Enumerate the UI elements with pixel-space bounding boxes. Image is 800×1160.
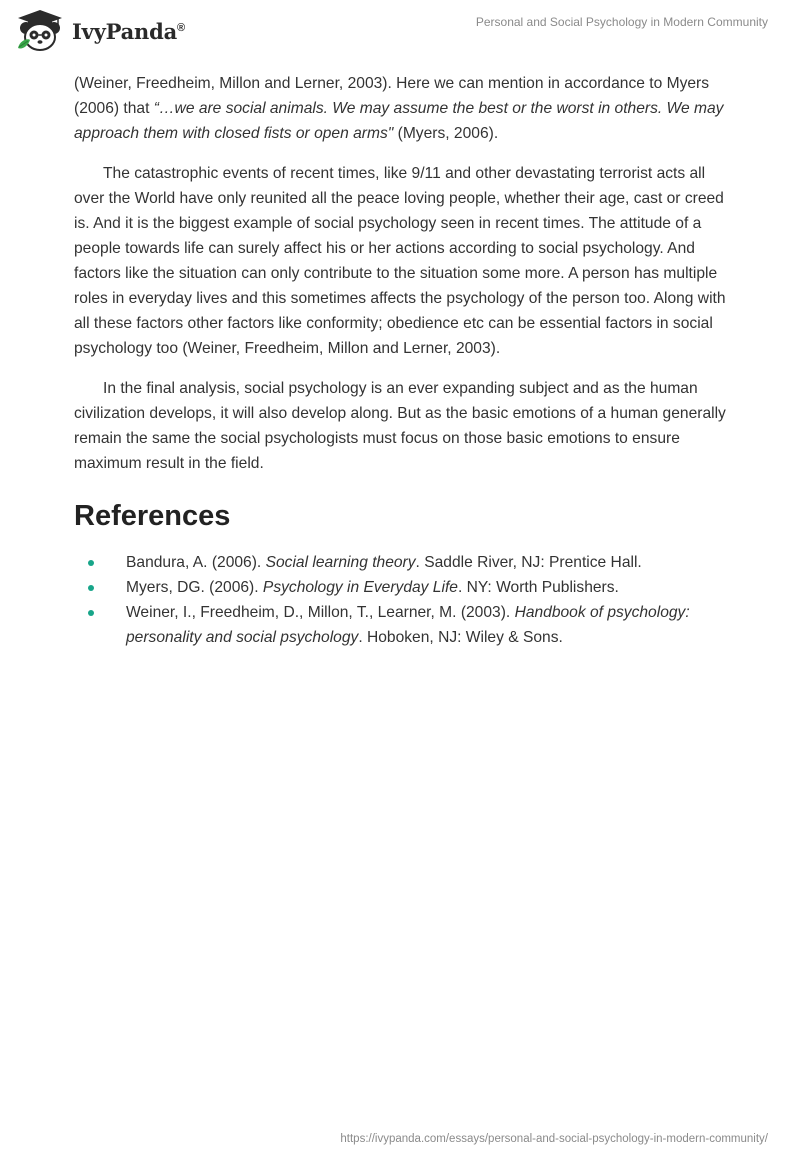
references-heading: References	[74, 500, 231, 532]
paragraph-1-lead: (Weiner, Freedheim, Millon and Lerner, 2003). Here we can mention in accordance to Myers (2006) that	[74, 75, 710, 117]
reference-title: Psychology in Everyday Life	[262, 579, 458, 596]
essay-body	[74, 71, 734, 650]
reference-author: Bandura, A. (2006).	[126, 554, 266, 571]
logo-text: IvyPanda®	[72, 18, 185, 44]
paragraph-3: In the final analysis, social psychology is an ever expanding subject and as the human civilization develops, it will also develop along. But as the basic emotions of a human generally remain the same the social psychologists must focus on those basic emotions to ensure maximum result in the field.	[74, 380, 726, 472]
bullet-icon	[88, 585, 94, 591]
paragraph-1	[74, 71, 734, 146]
reference-item	[74, 600, 734, 650]
bullet-icon	[88, 610, 94, 616]
reference-author: Myers, DG. (2006).	[126, 579, 263, 596]
reference-author: Weiner, I., Freedheim, D., Millon, T., Learner, M. (2003).	[126, 604, 515, 621]
page-header	[0, 0, 800, 66]
paragraph-2: The catastrophic events of recent times, like 9/11 and other devastating terrorist acts all over the World have only reunited all the peace loving people, whether their age, cast or creed is. And it is the biggest example of social psychology seen in recent times. The attitude of a people towards life can surely affect his or her actions according to social psychology. And factors like the situation can only contribute to the situation some more. A person has multiple roles in everyday lives and this sometimes affects the psychology of the person too. Along with all these factors other factors like conformity; obedience etc can be essential factors in social psychology too (Weiner, Freedheim, Millon and Lerner, 2003).	[74, 165, 726, 357]
reference-publisher: . Saddle River, NJ: Prentice Hall.	[415, 554, 642, 571]
reference-item	[74, 550, 734, 575]
myers-quote: “…we are social animals. We may assume the best or the worst in others. We may approach them with closed fists or open arms"	[74, 100, 724, 142]
reference-item	[74, 575, 734, 600]
panda-graduate-icon	[14, 8, 66, 54]
reference-title: Social learning theory	[265, 554, 416, 571]
reference-publisher: . NY: Worth Publishers.	[457, 579, 619, 596]
registered-mark: ®	[177, 21, 185, 34]
source-url-link[interactable]: https://ivypanda.com/essays/personal-and-social-psychology-in-modern-community/	[340, 1133, 768, 1145]
bullet-icon	[88, 560, 94, 566]
reference-publisher: . Hoboken, NJ: Wiley & Sons.	[358, 629, 563, 646]
ivypanda-logo[interactable]	[14, 8, 185, 54]
paragraph-1-citation: (Myers, 2006).	[393, 125, 499, 142]
references-list	[74, 550, 734, 650]
reference-title: Handbook of psychology: personality and social psychology	[126, 604, 690, 646]
document-title: Personal and Social Psychology in Modern Community	[475, 15, 768, 29]
